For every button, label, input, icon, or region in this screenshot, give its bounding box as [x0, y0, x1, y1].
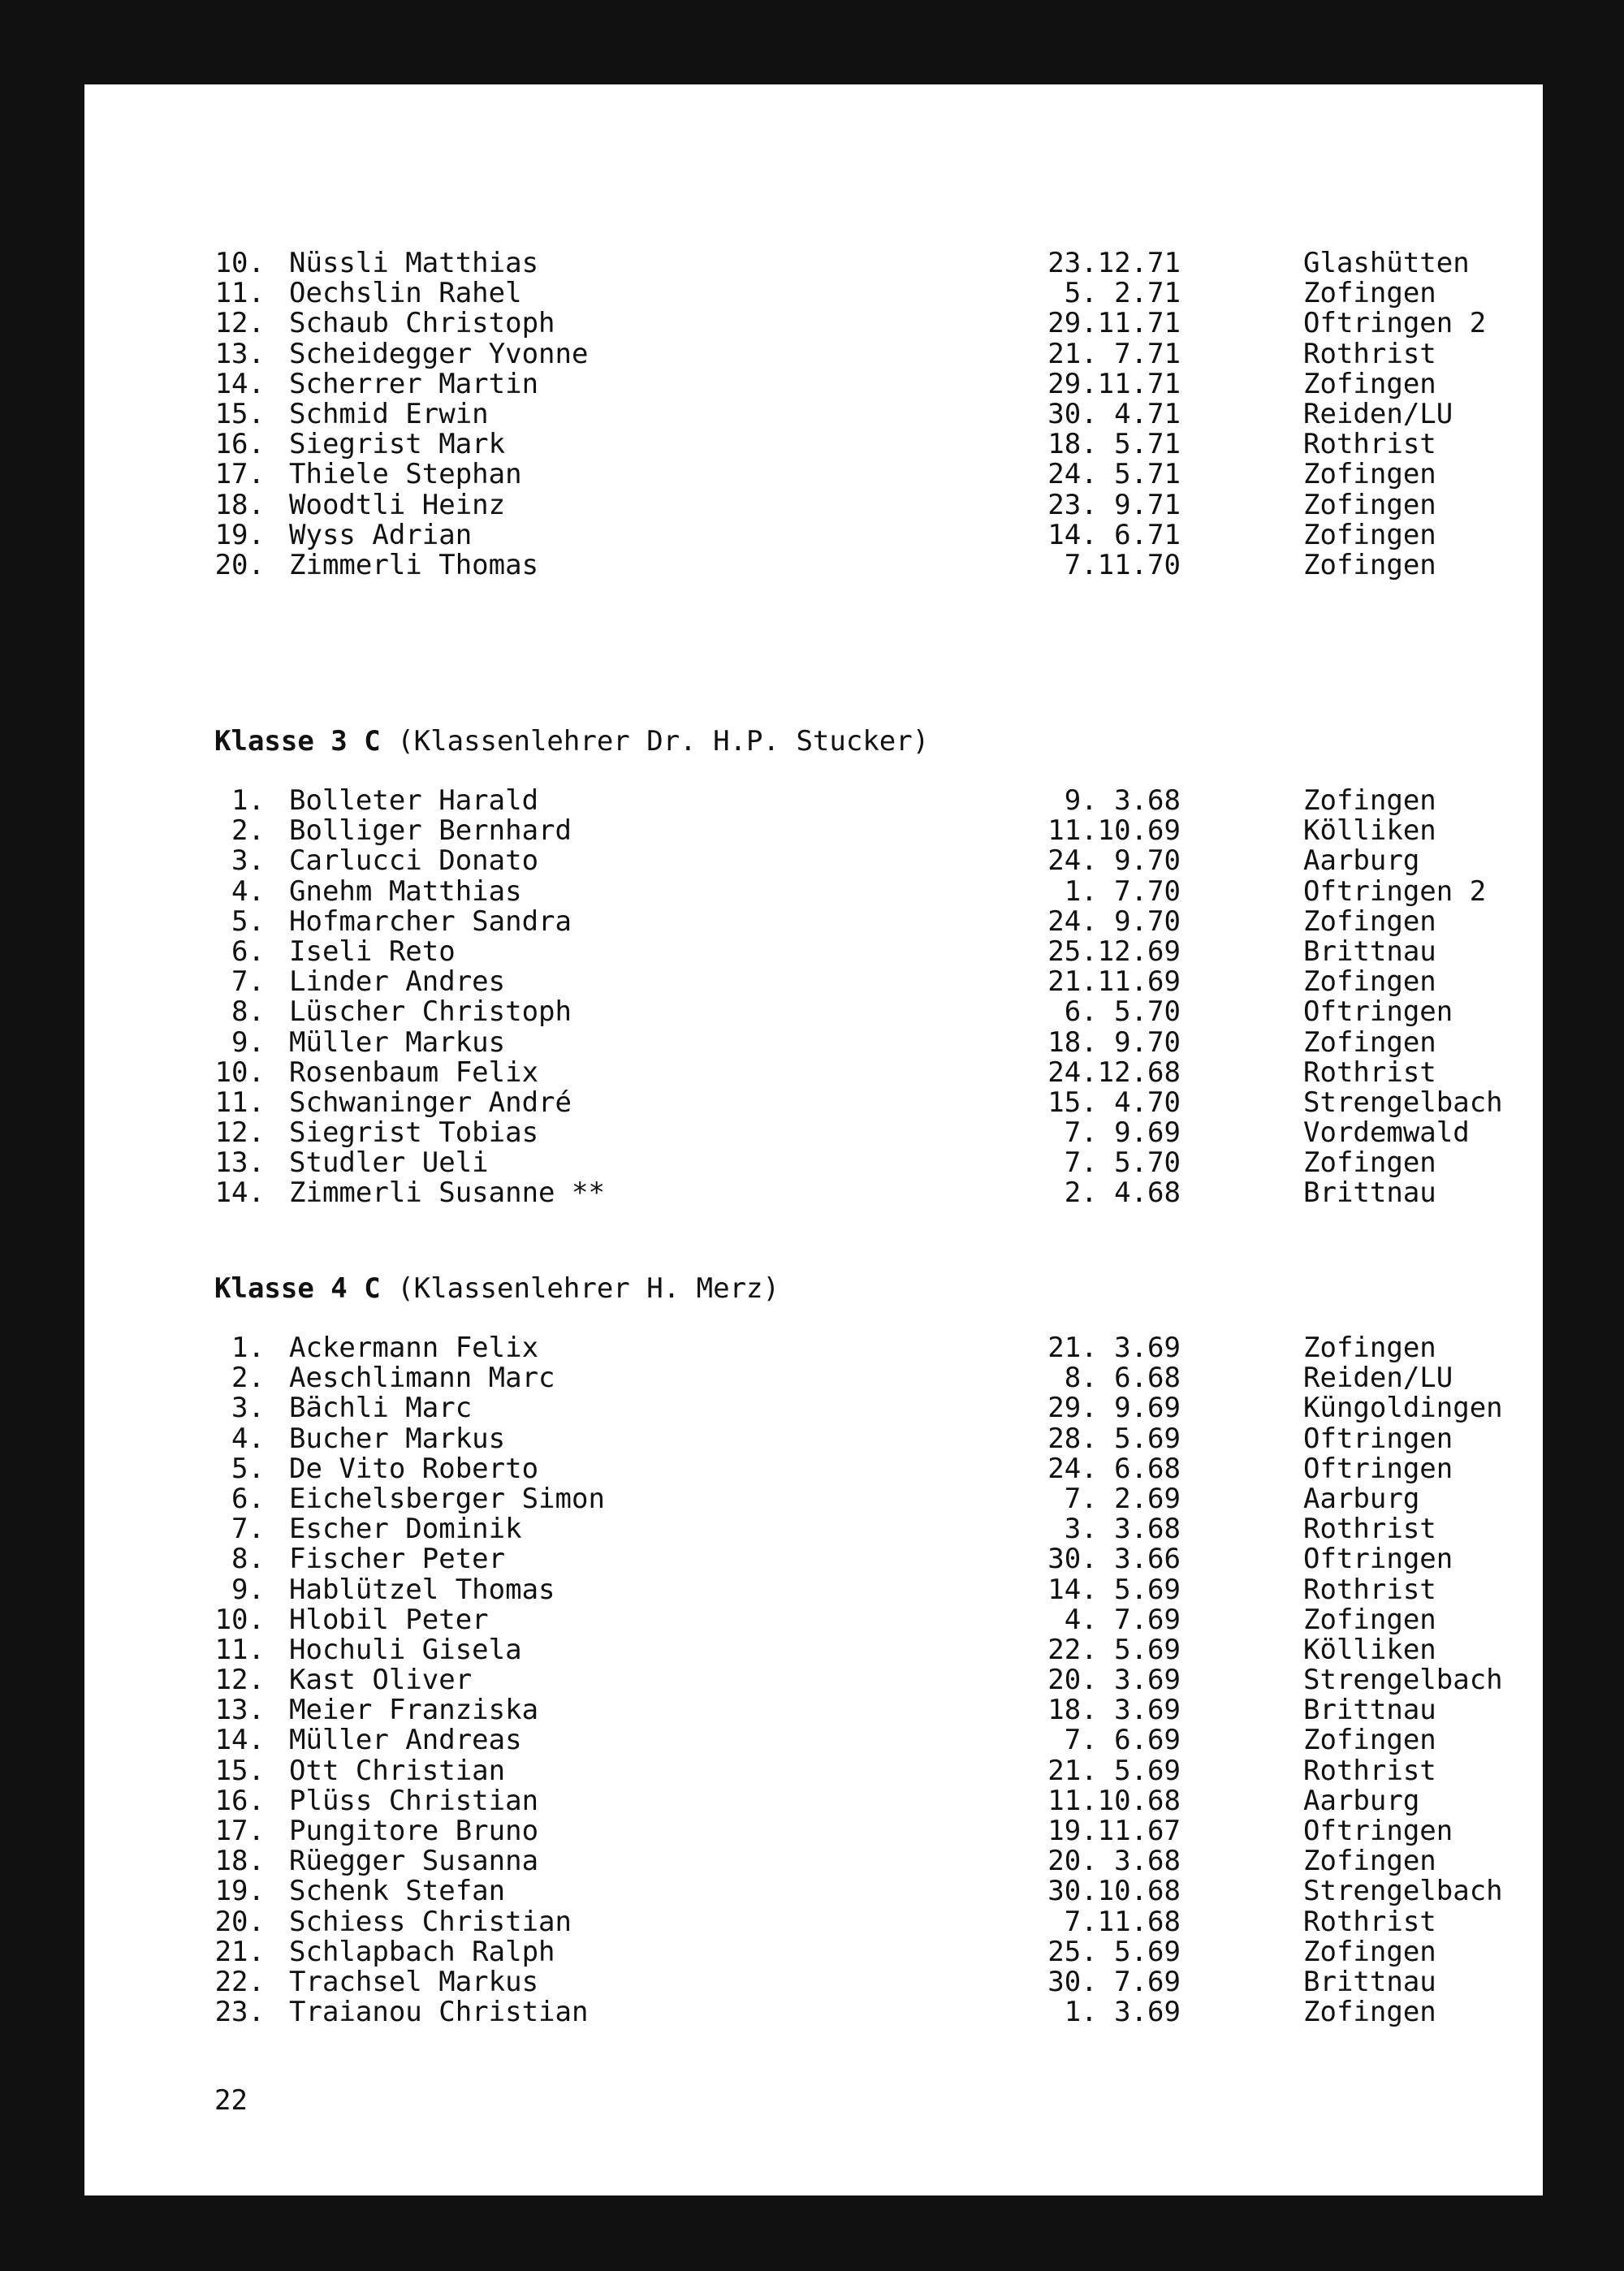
student-place: Aarburg — [1303, 1784, 1420, 1817]
student-row — [214, 1967, 1514, 1997]
student-place: Oftringen 2 — [1303, 307, 1487, 340]
student-number: 15. — [214, 1754, 265, 1787]
student-number: 7. — [231, 1513, 265, 1546]
student-row — [214, 1876, 1514, 1906]
student-name: Ott Christian — [289, 1754, 506, 1787]
student-number: 9. — [231, 1025, 265, 1059]
class-3c-teacher: (Klassenlehrer Dr. H.P. Stucker) — [397, 725, 930, 758]
student-number: 17. — [214, 458, 265, 491]
student-number: 5. — [231, 1452, 265, 1485]
student-row — [214, 399, 1514, 430]
class-3c-label: Klasse 3 C — [214, 725, 381, 758]
student-place: Aarburg — [1303, 844, 1420, 878]
student-birthdate: 22. 5.69 — [1047, 1633, 1181, 1666]
student-place: Zofingen — [1303, 277, 1436, 310]
student-number: 13. — [214, 337, 265, 370]
student-name: Carlucci Donato — [289, 844, 539, 878]
student-number: 23. — [214, 1996, 265, 2029]
student-name: De Vito Roberto — [289, 1452, 539, 1485]
student-row — [214, 1695, 1514, 1725]
student-place: Brittnau — [1303, 1965, 1436, 1998]
student-name: Schaub Christoph — [289, 307, 555, 340]
student-birthdate: 24. 5.71 — [1047, 458, 1181, 491]
student-row — [214, 874, 1514, 908]
student-place: Reiden/LU — [1303, 1362, 1453, 1395]
student-place: Kölliken — [1303, 1633, 1436, 1666]
document-page — [84, 84, 1543, 2195]
student-name: Iseli Reto — [289, 935, 456, 968]
student-number: 15. — [214, 397, 265, 430]
student-place: Rothrist — [1303, 1513, 1436, 1546]
student-place: Rothrist — [1303, 1573, 1436, 1606]
student-name: Plüss Christian — [289, 1784, 539, 1817]
student-place: Zofingen — [1303, 1332, 1436, 1364]
student-name: Siegrist Mark — [289, 428, 506, 461]
student-place: Rothrist — [1303, 1056, 1436, 1089]
student-name: Gnehm Matthias — [289, 874, 522, 908]
student-birthdate: 3. 3.68 — [1064, 1513, 1181, 1546]
student-place: Rothrist — [1303, 428, 1436, 461]
student-birthdate: 18. 3.69 — [1047, 1694, 1181, 1727]
student-birthdate: 15. 4.70 — [1047, 1086, 1181, 1119]
student-row — [214, 1148, 1514, 1178]
student-birthdate: 20. 3.69 — [1047, 1664, 1181, 1697]
student-row — [214, 1393, 1514, 1423]
student-birthdate: 7. 9.69 — [1064, 1116, 1181, 1150]
student-row — [214, 1665, 1514, 1695]
student-number: 11. — [214, 1086, 265, 1119]
student-name: Bolleter Harald — [289, 784, 539, 817]
student-number: 16. — [214, 1784, 265, 1817]
student-name: Rosenbaum Felix — [289, 1056, 539, 1089]
student-row — [214, 1178, 1514, 1208]
student-number: 12. — [214, 307, 265, 340]
student-row — [214, 1424, 1514, 1454]
student-birthdate: 20. 3.68 — [1047, 1845, 1181, 1878]
student-name: Siegrist Tobias — [289, 1116, 539, 1150]
student-row — [214, 1363, 1514, 1393]
student-number: 22. — [214, 1965, 265, 1998]
student-number: 18. — [214, 1845, 265, 1878]
student-number: 16. — [214, 428, 265, 461]
student-row — [214, 937, 1514, 967]
student-number: 11. — [214, 277, 265, 310]
student-row — [214, 369, 1514, 399]
student-birthdate: 29.11.71 — [1047, 367, 1181, 400]
student-number: 5. — [231, 905, 265, 938]
student-birthdate: 21. 5.69 — [1047, 1754, 1181, 1787]
student-number: 21. — [214, 1935, 265, 1968]
student-place: Zofingen — [1303, 1603, 1436, 1636]
student-number: 19. — [214, 1875, 265, 1908]
student-name: Bolliger Bernhard — [289, 814, 572, 848]
student-name: Aeschlimann Marc — [289, 1362, 555, 1395]
student-name: Eichelsberger Simon — [289, 1482, 605, 1515]
student-place: Zofingen — [1303, 548, 1436, 581]
student-name: Scheidegger Yvonne — [289, 337, 589, 370]
student-name: Nüssli Matthias — [289, 247, 539, 279]
student-name: Hablützel Thomas — [289, 1573, 555, 1606]
student-row — [214, 1544, 1514, 1574]
student-row — [214, 1514, 1514, 1544]
student-name: Rüegger Susanna — [289, 1845, 539, 1878]
student-name: Linder Andres — [289, 965, 506, 999]
student-birthdate: 7. 5.70 — [1064, 1146, 1181, 1180]
student-birthdate: 24. 9.70 — [1047, 844, 1181, 878]
student-number: 4. — [231, 1422, 265, 1455]
student-place: Zofingen — [1303, 1146, 1436, 1180]
student-birthdate: 8. 6.68 — [1064, 1362, 1181, 1395]
student-birthdate: 6. 5.70 — [1064, 995, 1181, 1029]
student-birthdate: 7. 2.69 — [1064, 1482, 1181, 1515]
student-birthdate: 25. 5.69 — [1047, 1935, 1181, 1968]
student-name: Schlapbach Ralph — [289, 1935, 555, 1968]
student-row — [214, 1605, 1514, 1635]
student-number: 4. — [231, 874, 265, 908]
student-name: Müller Markus — [289, 1025, 506, 1059]
student-number: 20. — [214, 1905, 265, 1938]
student-name: Hochuli Gisela — [289, 1633, 522, 1666]
student-name: Fischer Peter — [289, 1543, 506, 1576]
student-name: Woodtli Heinz — [289, 488, 506, 521]
student-place: Zofingen — [1303, 1935, 1436, 1968]
student-birthdate: 24.12.68 — [1047, 1056, 1181, 1089]
student-number: 9. — [231, 1573, 265, 1606]
student-birthdate: 23.12.71 — [1047, 247, 1181, 279]
student-place: Rothrist — [1303, 337, 1436, 370]
student-row — [214, 550, 1514, 581]
student-place: Brittnau — [1303, 1694, 1436, 1727]
student-row — [214, 1484, 1514, 1514]
student-name: Müller Andreas — [289, 1724, 522, 1757]
student-place: Zofingen — [1303, 905, 1436, 938]
student-name: Schwaninger André — [289, 1086, 572, 1119]
student-number: 12. — [214, 1116, 265, 1150]
student-number: 12. — [214, 1664, 265, 1697]
student-number: 3. — [231, 1392, 265, 1425]
student-number: 2. — [231, 1362, 265, 1395]
student-row — [214, 1333, 1514, 1363]
student-row — [214, 1756, 1514, 1786]
student-row — [214, 1725, 1514, 1755]
student-name: Thiele Stephan — [289, 458, 522, 491]
student-birthdate: 7.11.68 — [1064, 1905, 1181, 1938]
student-birthdate: 19.11.67 — [1047, 1815, 1181, 1847]
student-place: Reiden/LU — [1303, 397, 1453, 430]
student-birthdate: 29. 9.69 — [1047, 1392, 1181, 1425]
student-row — [214, 460, 1514, 490]
student-birthdate: 30. 3.66 — [1047, 1543, 1181, 1576]
student-list-continued — [214, 248, 1514, 581]
student-row — [214, 1846, 1514, 1876]
student-place: Strengelbach — [1303, 1086, 1503, 1119]
student-row — [214, 1997, 1514, 2027]
student-row — [214, 1088, 1514, 1118]
student-name: Lüscher Christoph — [289, 995, 572, 1029]
page-number: 22 — [214, 2084, 248, 2117]
student-number: 10. — [214, 1056, 265, 1089]
student-birthdate: 28. 5.69 — [1047, 1422, 1181, 1455]
student-row — [214, 1025, 1514, 1059]
student-birthdate: 29.11.71 — [1047, 307, 1181, 340]
student-name: Traianou Christian — [289, 1996, 589, 2029]
student-birthdate: 30. 7.69 — [1047, 1965, 1181, 1998]
class-3c-student-list — [214, 786, 1514, 1209]
student-row — [214, 846, 1514, 876]
student-row — [214, 967, 1514, 997]
student-place: Zofingen — [1303, 1996, 1436, 2029]
student-place: Aarburg — [1303, 1482, 1420, 1515]
student-name: Schmid Erwin — [289, 397, 489, 430]
student-number: 2. — [231, 814, 265, 848]
student-place: Zofingen — [1303, 1724, 1436, 1757]
student-birthdate: 30.10.68 — [1047, 1875, 1181, 1908]
student-birthdate: 21. 3.69 — [1047, 1332, 1181, 1364]
student-birthdate: 24. 6.68 — [1047, 1452, 1181, 1485]
student-number: 14. — [214, 1177, 265, 1210]
student-row — [214, 907, 1514, 937]
class-4c-teacher: (Klassenlehrer H. Merz) — [397, 1272, 780, 1305]
student-number: 14. — [214, 367, 265, 400]
student-birthdate: 7.11.70 — [1064, 548, 1181, 581]
student-name: Hofmarcher Sandra — [289, 905, 572, 938]
student-number: 1. — [231, 1332, 265, 1364]
student-birthdate: 14. 5.69 — [1047, 1573, 1181, 1606]
student-number: 8. — [231, 1543, 265, 1576]
student-birthdate: 18. 9.70 — [1047, 1025, 1181, 1059]
student-name: Kast Oliver — [289, 1664, 473, 1697]
student-row — [214, 816, 1514, 846]
student-name: Scherrer Martin — [289, 367, 539, 400]
student-row — [214, 1575, 1514, 1605]
student-number: 10. — [214, 1603, 265, 1636]
student-number: 18. — [214, 488, 265, 521]
student-number: 1. — [231, 784, 265, 817]
student-place: Oftringen — [1303, 1815, 1453, 1847]
student-birthdate: 2. 4.68 — [1064, 1177, 1181, 1210]
student-place: Oftringen — [1303, 1543, 1453, 1576]
student-row — [214, 520, 1514, 550]
student-name: Studler Ueli — [289, 1146, 489, 1180]
student-place: Brittnau — [1303, 1177, 1436, 1210]
student-birthdate: 14. 6.71 — [1047, 518, 1181, 551]
student-place: Oftringen — [1303, 995, 1453, 1029]
student-name: Zimmerli Thomas — [289, 548, 539, 581]
student-row — [214, 1635, 1514, 1665]
student-number: 6. — [231, 1482, 265, 1515]
student-number: 11. — [214, 1633, 265, 1666]
student-place: Glashütten — [1303, 247, 1470, 279]
student-row — [214, 278, 1514, 309]
student-name: Ackermann Felix — [289, 1332, 539, 1364]
student-row — [214, 1786, 1514, 1816]
student-number: 13. — [214, 1694, 265, 1727]
student-birthdate: 4. 7.69 — [1064, 1603, 1181, 1636]
student-row — [214, 339, 1514, 369]
student-place: Vordemwald — [1303, 1116, 1470, 1150]
student-birthdate: 21. 7.71 — [1047, 337, 1181, 370]
student-birthdate: 11.10.69 — [1047, 814, 1181, 848]
student-birthdate: 1. 3.69 — [1064, 1996, 1181, 2029]
student-place: Küngoldingen — [1303, 1392, 1503, 1425]
student-number: 14. — [214, 1724, 265, 1757]
student-place: Zofingen — [1303, 784, 1436, 817]
student-place: Rothrist — [1303, 1754, 1436, 1787]
student-place: Zofingen — [1303, 1025, 1436, 1059]
student-birthdate: 30. 4.71 — [1047, 397, 1181, 430]
student-number: 3. — [231, 844, 265, 878]
student-birthdate: 11.10.68 — [1047, 1784, 1181, 1817]
student-name: Wyss Adrian — [289, 518, 473, 551]
student-name: Schenk Stefan — [289, 1875, 506, 1908]
student-birthdate: 24. 9.70 — [1047, 905, 1181, 938]
student-number: 7. — [231, 965, 265, 999]
student-birthdate: 7. 6.69 — [1064, 1724, 1181, 1757]
student-row — [214, 1058, 1514, 1088]
student-place: Zofingen — [1303, 518, 1436, 551]
student-birthdate: 25.12.69 — [1047, 935, 1181, 968]
student-place: Oftringen 2 — [1303, 874, 1487, 908]
student-row — [214, 490, 1514, 520]
student-row — [214, 1118, 1514, 1148]
student-number: 13. — [214, 1146, 265, 1180]
student-name: Escher Dominik — [289, 1513, 522, 1546]
student-number: 10. — [214, 247, 265, 279]
student-row — [214, 786, 1514, 816]
student-birthdate: 9. 3.68 — [1064, 784, 1181, 817]
class-3c-heading — [214, 726, 929, 757]
student-row — [214, 1937, 1514, 1967]
student-place: Oftringen — [1303, 1422, 1453, 1455]
student-name: Bächli Marc — [289, 1392, 473, 1425]
student-place: Strengelbach — [1303, 1875, 1503, 1908]
student-place: Strengelbach — [1303, 1664, 1503, 1697]
student-place: Zofingen — [1303, 1845, 1436, 1878]
student-place: Oftringen — [1303, 1452, 1453, 1485]
student-number: 6. — [231, 935, 265, 968]
student-number: 8. — [231, 995, 265, 1029]
student-number: 17. — [214, 1815, 265, 1847]
student-row — [214, 997, 1514, 1027]
class-4c-student-list — [214, 1333, 1514, 2027]
student-row — [214, 1907, 1514, 1937]
student-place: Zofingen — [1303, 965, 1436, 999]
student-row — [214, 309, 1514, 339]
student-name: Pungitore Bruno — [289, 1815, 539, 1847]
student-number: 20. — [214, 548, 265, 581]
student-row — [214, 1454, 1514, 1484]
student-birthdate: 18. 5.71 — [1047, 428, 1181, 461]
student-place: Zofingen — [1303, 458, 1436, 491]
student-place: Rothrist — [1303, 1905, 1436, 1938]
student-birthdate: 5. 2.71 — [1064, 277, 1181, 310]
student-name: Bucher Markus — [289, 1422, 506, 1455]
student-name: Meier Franziska — [289, 1694, 539, 1727]
student-row — [214, 1816, 1514, 1846]
student-birthdate: 21.11.69 — [1047, 965, 1181, 999]
student-name: Trachsel Markus — [289, 1965, 539, 1998]
class-4c-heading — [214, 1273, 780, 1304]
student-name: Schiess Christian — [289, 1905, 572, 1938]
student-name: Zimmerli Susanne ** — [289, 1177, 605, 1210]
student-place: Brittnau — [1303, 935, 1436, 968]
student-birthdate: 23. 9.71 — [1047, 488, 1181, 521]
student-place: Zofingen — [1303, 367, 1436, 400]
student-place: Kölliken — [1303, 814, 1436, 848]
student-row — [214, 248, 1514, 278]
class-4c-label: Klasse 4 C — [214, 1272, 381, 1305]
student-name: Hlobil Peter — [289, 1603, 489, 1636]
student-row — [214, 430, 1514, 460]
student-place: Zofingen — [1303, 488, 1436, 521]
student-number: 19. — [214, 518, 265, 551]
student-name: Oechslin Rahel — [289, 277, 522, 310]
student-birthdate: 1. 7.70 — [1064, 874, 1181, 908]
